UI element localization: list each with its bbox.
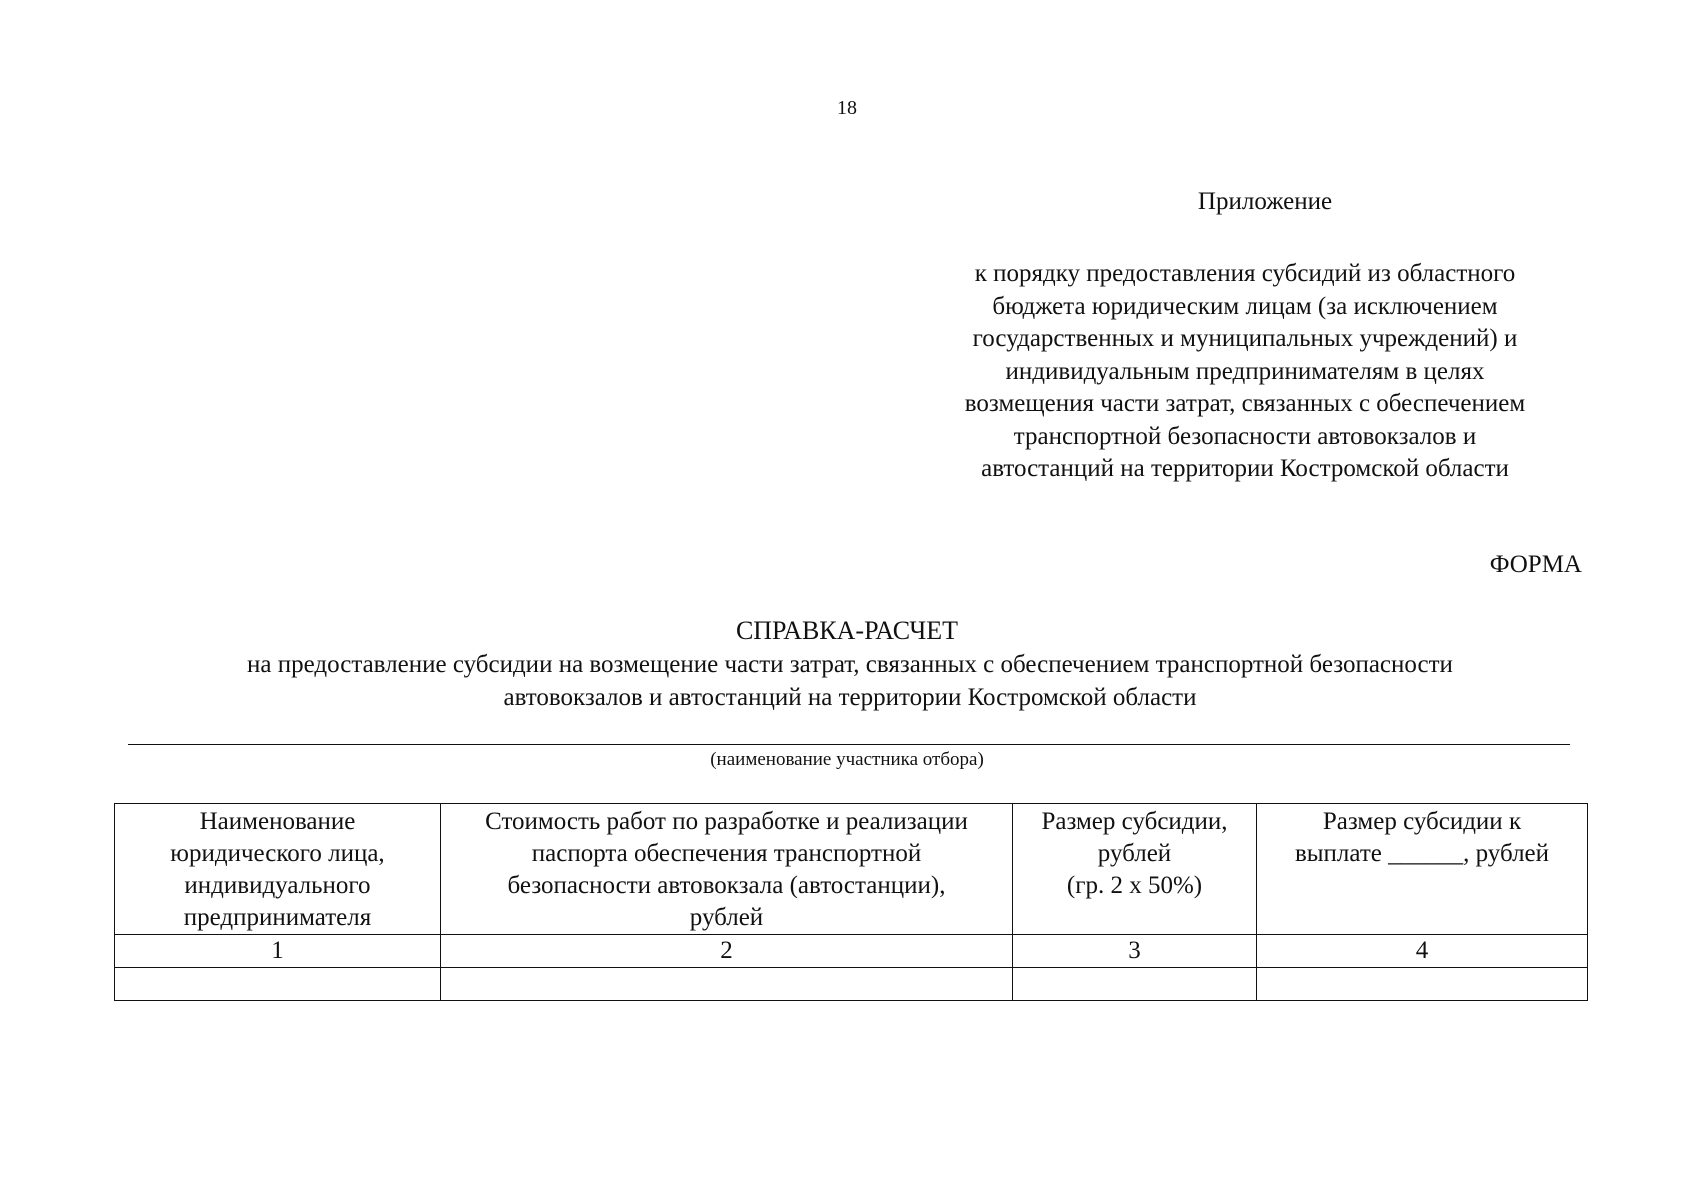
form-label: ФОРМА	[1489, 551, 1582, 578]
calculation-table	[114, 803, 1588, 1001]
header-subsidy-payable: Размер субсидии к выплате ______, рублей	[1257, 804, 1588, 935]
column-number: 1	[115, 935, 441, 968]
table-cell	[115, 968, 441, 1001]
column-number-row	[115, 935, 1588, 968]
appendix-line: транспортной безопасности автовокзалов и	[1013, 422, 1477, 450]
participant-name-line	[128, 744, 1570, 745]
page-number: 18	[837, 97, 857, 119]
subtitle-line: автовокзалов и автостанций на территории Костромской области	[503, 684, 1197, 711]
header-works-cost: Стоимость работ по разработке и реализации паспорта обеспечения транспортной безопасности автовокзала (автостанции), рублей	[441, 804, 1013, 935]
appendix-line: возмещения части затрат, связанных с обеспечением	[964, 390, 1526, 417]
appendix-line: индивидуальным предпринимателям в целях	[1005, 357, 1485, 385]
table-cell	[1257, 968, 1588, 1001]
document-title: СПРАВКА-РАСЧЕТ	[735, 616, 959, 645]
appendix-line: к порядку предоставления субсидий из областного	[974, 260, 1516, 287]
appendix-line: автостанций на территории Костромской области	[981, 455, 1509, 482]
table-row	[115, 968, 1588, 1001]
column-number: 4	[1257, 935, 1588, 968]
appendix-text	[905, 258, 1585, 486]
column-number: 3	[1013, 935, 1257, 968]
document-subtitle	[100, 648, 1600, 714]
table-cell	[1013, 968, 1257, 1001]
appendix-title: Приложение	[1197, 188, 1333, 215]
appendix-line: государственных и муниципальных учреждений) и	[972, 325, 1518, 352]
table-cell	[441, 968, 1013, 1001]
subtitle-line: на предоставление субсидии на возмещение части затрат, связанных с обеспечением транспортной безопасности	[247, 651, 1453, 678]
column-number: 2	[441, 935, 1013, 968]
table-header-row	[115, 804, 1588, 935]
appendix-line: бюджета юридическим лицам (за исключением	[992, 292, 1498, 320]
participant-caption: (наименование участника отбора)	[710, 749, 984, 770]
header-subsidy-amount: Размер субсидии, рублей (гр. 2 х 50%)	[1013, 804, 1257, 935]
header-legal-entity-name: Наименование юридического лица, индивидуального предпринимателя	[115, 804, 441, 935]
